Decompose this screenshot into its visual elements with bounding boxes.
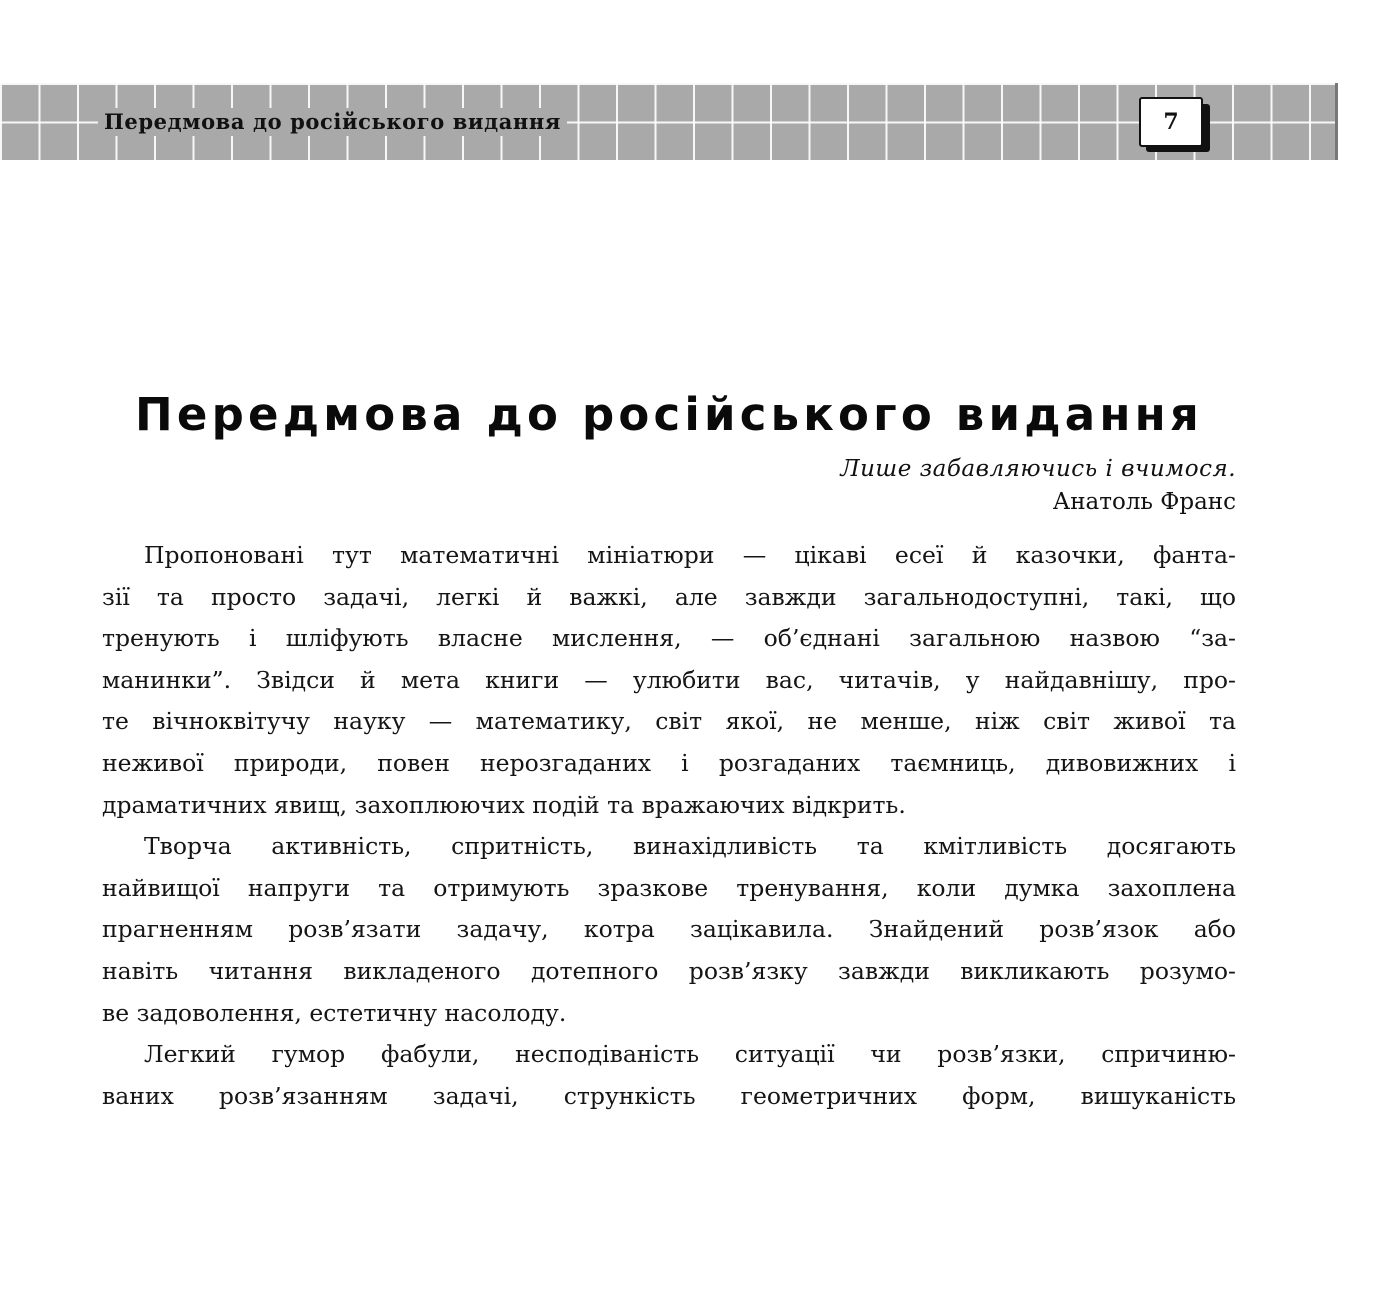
paragraph-3 [102, 1034, 1236, 1117]
text-line: драматичних явищ, захоплюючих подій та вражаючих відкрить. [102, 790, 906, 819]
text-line: найвищої напруги та отримують зразкове тренування, коли думка захоплена [102, 873, 1236, 902]
text-line: Пропоновані тут математичні мініатюри — цікаві есеї й казочки, фанта- [144, 541, 1236, 569]
text-line: ваних розв’язанням задачі, стрункість геометричних форм, вишуканість [102, 1081, 1236, 1110]
body-text [102, 535, 1236, 1117]
paragraph-1 [102, 535, 1236, 826]
epigraph-quote: Лише забавляючись і вчимося. [840, 456, 1236, 482]
paragraph-2 [102, 826, 1236, 1034]
text-line: Творча активність, спритність, винахідливість та кмітливість досягають [144, 832, 1236, 861]
running-header-bar [0, 83, 1338, 160]
text-line: навіть читання викладеного дотепного розв’язку завжди викликають розумо- [102, 956, 1236, 985]
text-line: тренують і шліфують власне мислення, — об’єднані загальною назвою “за- [102, 624, 1236, 653]
text-line: прагненням розв’язати задачу, котра зацікавила. Знайдений розв’язок або [102, 915, 1236, 944]
text-line: те вічноквітучу науку — математику, світ якої, не менше, ніж світ живої та [102, 707, 1236, 736]
running-header-title: Передмова до російського видання [98, 108, 567, 136]
text-line: манинки”. Звідси й мета книги — улюбити вас, читачів, у найдавнішу, про- [102, 665, 1236, 694]
page-number: 7 [1139, 97, 1203, 147]
text-line: зії та просто задачі, легкі й важкі, але завжди загальнодоступні, такі, що [102, 582, 1236, 611]
epigraph [840, 453, 1236, 519]
epigraph-author: Анатоль Франс [1052, 489, 1236, 515]
text-line: ве задоволення, естетичну насолоду. [102, 998, 567, 1027]
text-line: неживої природи, повен нерозгаданих і розгаданих таємниць, дивовижних і [102, 748, 1236, 777]
chapter-title: Передмова до російського видання [134, 388, 1204, 441]
text-line: Легкий гумор фабули, несподіваність ситуації чи розв’язки, спричиню- [144, 1040, 1236, 1069]
